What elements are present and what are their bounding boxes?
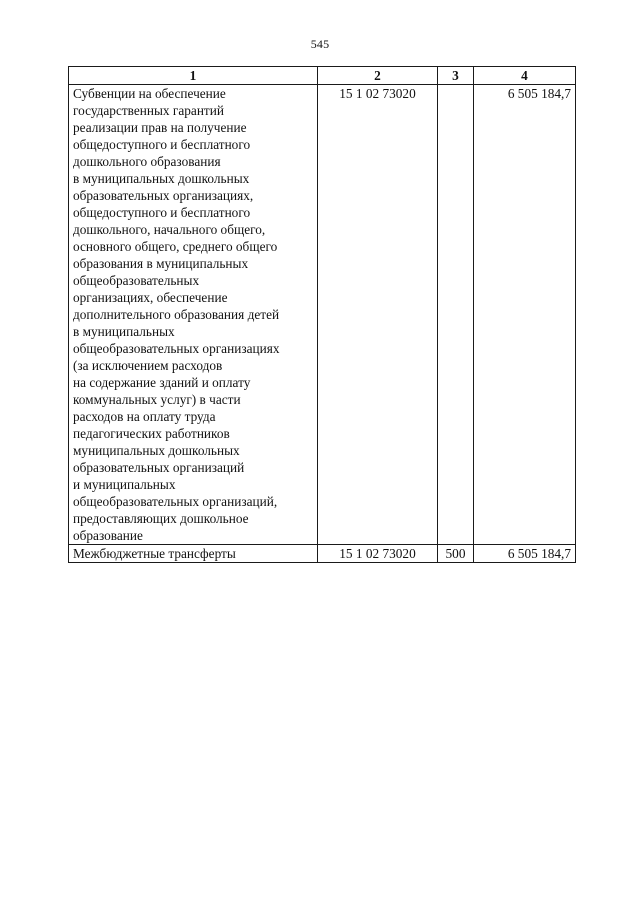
description-line: в муниципальных дошкольных [73,171,250,186]
description-line: государственных гарантий [73,103,224,118]
row-amount: 6 505 184,7 [474,85,576,545]
description-line: общеобразовательных организаций, [73,494,278,509]
header-col-3: 3 [438,67,474,85]
description-line: коммунальных услуг) в части [73,392,241,407]
description-line: Субвенции на обеспечение [73,86,226,101]
description-line: общеобразовательных организациях [73,341,280,356]
description-line: предоставляющих дошкольное [73,511,249,526]
description-line: педагогических работников [73,426,230,441]
description-line: образование [73,528,143,543]
header-col-1: 1 [69,67,318,85]
description-line: общедоступного и бесплатного [73,137,251,152]
description-line: дошкольного образования [73,154,221,169]
description-line: (за исключением расходов [73,358,223,373]
table-header-row [69,67,576,85]
description-line: Межбюджетные трансферты [73,546,236,561]
description-line: общеобразовательных [73,273,200,288]
description-line: и муниципальных [73,477,176,492]
row-code: 15 1 02 73020 [318,85,438,545]
row-type: 500 [438,545,474,563]
row-code: 15 1 02 73020 [318,545,438,563]
description-line: дошкольного, начального общего, [73,222,266,237]
header-col-2: 2 [318,67,438,85]
row-description [69,545,318,563]
row-amount: 6 505 184,7 [474,545,576,563]
description-line: на содержание зданий и оплату [73,375,251,390]
description-line: образовательных организациях, [73,188,254,203]
header-col-4: 4 [474,67,576,85]
description-line: реализации прав на получение [73,120,247,135]
description-line: организациях, обеспечение [73,290,228,305]
row-description [69,85,318,545]
description-line: основного общего, среднего общего [73,239,278,254]
description-line: в муниципальных [73,324,175,339]
budget-table [68,66,576,563]
description-line: дополнительного образования детей [73,307,280,322]
description-line: образования в муниципальных [73,256,249,271]
description-line: общедоступного и бесплатного [73,205,251,220]
page-number: 545 [310,37,330,51]
row-type [438,85,474,545]
description-line: расходов на оплату труда [73,409,216,424]
description-line: образовательных организаций [73,460,245,475]
description-line: муниципальных дошкольных [73,443,240,458]
table-row [69,545,576,563]
table-row [69,85,576,545]
